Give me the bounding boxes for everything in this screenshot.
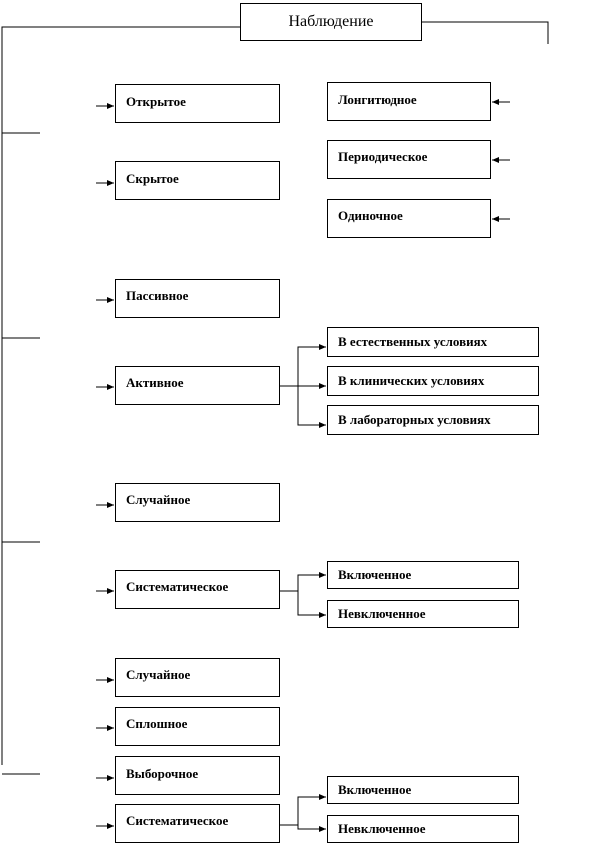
- box-single: [327, 199, 491, 238]
- box-open: [115, 84, 280, 123]
- box-passive: [115, 279, 280, 318]
- box-natural-conditions: [327, 327, 539, 357]
- box-single-label: Одиночное: [338, 208, 403, 223]
- box-not-included-1: [327, 600, 519, 628]
- box-laboratory-conditions: [327, 405, 539, 435]
- box-active-label: Активное: [126, 375, 184, 390]
- box-periodic-label: Периодическое: [338, 149, 428, 164]
- box-clinical-conditions: [327, 366, 539, 396]
- box-continuous: [115, 707, 280, 746]
- box-laboratory-conditions-label: В лабораторных условиях: [338, 412, 491, 427]
- box-systematic-1-label: Систематическое: [126, 579, 229, 594]
- box-systematic-2: [115, 804, 280, 843]
- box-systematic-1: [115, 570, 280, 609]
- box-systematic-2-label: Систематическое: [126, 813, 229, 828]
- box-hidden-label: Скрытое: [126, 171, 179, 186]
- box-not-included-2-label: Невключенное: [338, 821, 426, 836]
- title-label: Наблюдение: [288, 13, 374, 30]
- box-passive-label: Пассивное: [126, 288, 189, 303]
- box-included-2-label: Включенное: [338, 782, 412, 797]
- box-random-1-label: Случайное: [126, 492, 191, 507]
- box-periodic: [327, 140, 491, 179]
- title-box: [240, 3, 422, 41]
- box-continuous-label: Сплошное: [126, 716, 188, 731]
- box-sample: [115, 756, 280, 795]
- box-sample-label: Выборочное: [126, 766, 199, 781]
- box-not-included-1-label: Невключенное: [338, 606, 426, 621]
- box-included-2: [327, 776, 519, 804]
- box-natural-conditions-label: В естественных условиях: [338, 334, 488, 349]
- box-hidden: [115, 161, 280, 200]
- box-not-included-2: [327, 815, 519, 843]
- box-open-label: Открытое: [126, 94, 186, 109]
- box-longitudinal: [327, 82, 491, 121]
- box-longitudinal-label: Лонгитюдное: [338, 92, 417, 107]
- box-clinical-conditions-label: В клинических условиях: [338, 373, 485, 388]
- box-random-1: [115, 483, 280, 522]
- box-active: [115, 366, 280, 405]
- box-included-1-label: Включенное: [338, 567, 412, 582]
- box-random-2: [115, 658, 280, 697]
- box-included-1: [327, 561, 519, 589]
- box-random-2-label: Случайное: [126, 667, 191, 682]
